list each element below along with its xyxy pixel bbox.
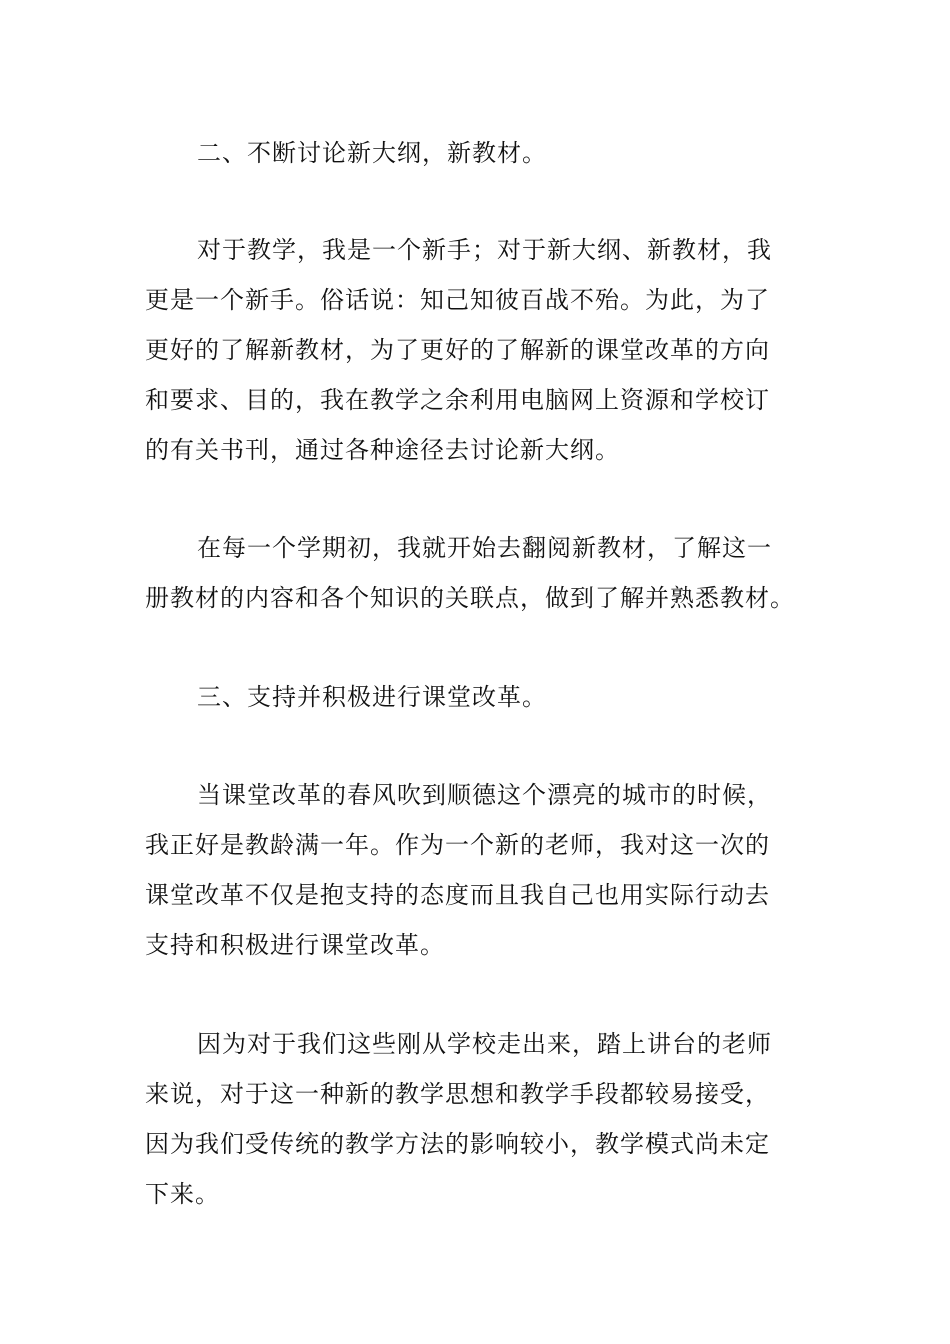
- text-line: 支持和积极进行课堂改革。: [145, 931, 445, 959]
- text-line: 我正好是教龄满一年。作为一个新的老师，我对这一次的: [145, 831, 770, 859]
- text-line: 课堂改革不仅是抱支持的态度而且我自己也用实际行动去: [145, 881, 770, 909]
- text-line: 更好的了解新教材，为了更好的了解新的课堂改革的方向: [145, 336, 770, 364]
- text-line: 三、支持并积极进行课堂改革。: [197, 683, 547, 711]
- text-line: 对于教学，我是一个新手；对于新大纲、新教材，我: [197, 236, 772, 264]
- text-line: 因为我们受传统的教学方法的影响较小，教学模式尚未定: [145, 1130, 770, 1158]
- paragraph-new-teachers: [145, 1019, 810, 1219]
- paragraph-semester-start: [145, 523, 810, 623]
- text-line: 更是一个新手。俗话说：知己知彼百战不殆。为此，为了: [145, 286, 770, 314]
- text-line: 当课堂改革的春风吹到顺德这个漂亮的城市的时候，: [197, 781, 772, 809]
- paragraph-teaching-newbie: [145, 225, 810, 475]
- text-line: 下来。: [145, 1180, 220, 1208]
- text-line: 和要求、目的，我在教学之余利用电脑网上资源和学校订: [145, 386, 770, 414]
- text-line: 册教材的内容和各个知识的关联点，做到了解并熟悉教材。: [145, 584, 795, 612]
- text-line: 的有关书刊，通过各种途径去讨论新大纲。: [145, 436, 620, 464]
- paragraph-classroom-reform: [145, 770, 810, 970]
- heading-section-three: [145, 672, 810, 722]
- text-line: 二、不断讨论新大纲，新教材。: [197, 139, 547, 167]
- text-line: 因为对于我们这些刚从学校走出来，踏上讲台的老师: [197, 1030, 772, 1058]
- text-line: 来说，对于这一种新的教学思想和教学手段都较易接受，: [145, 1080, 770, 1108]
- heading-section-two: [145, 128, 810, 178]
- text-line: 在每一个学期初，我就开始去翻阅新教材，了解这一: [197, 534, 772, 562]
